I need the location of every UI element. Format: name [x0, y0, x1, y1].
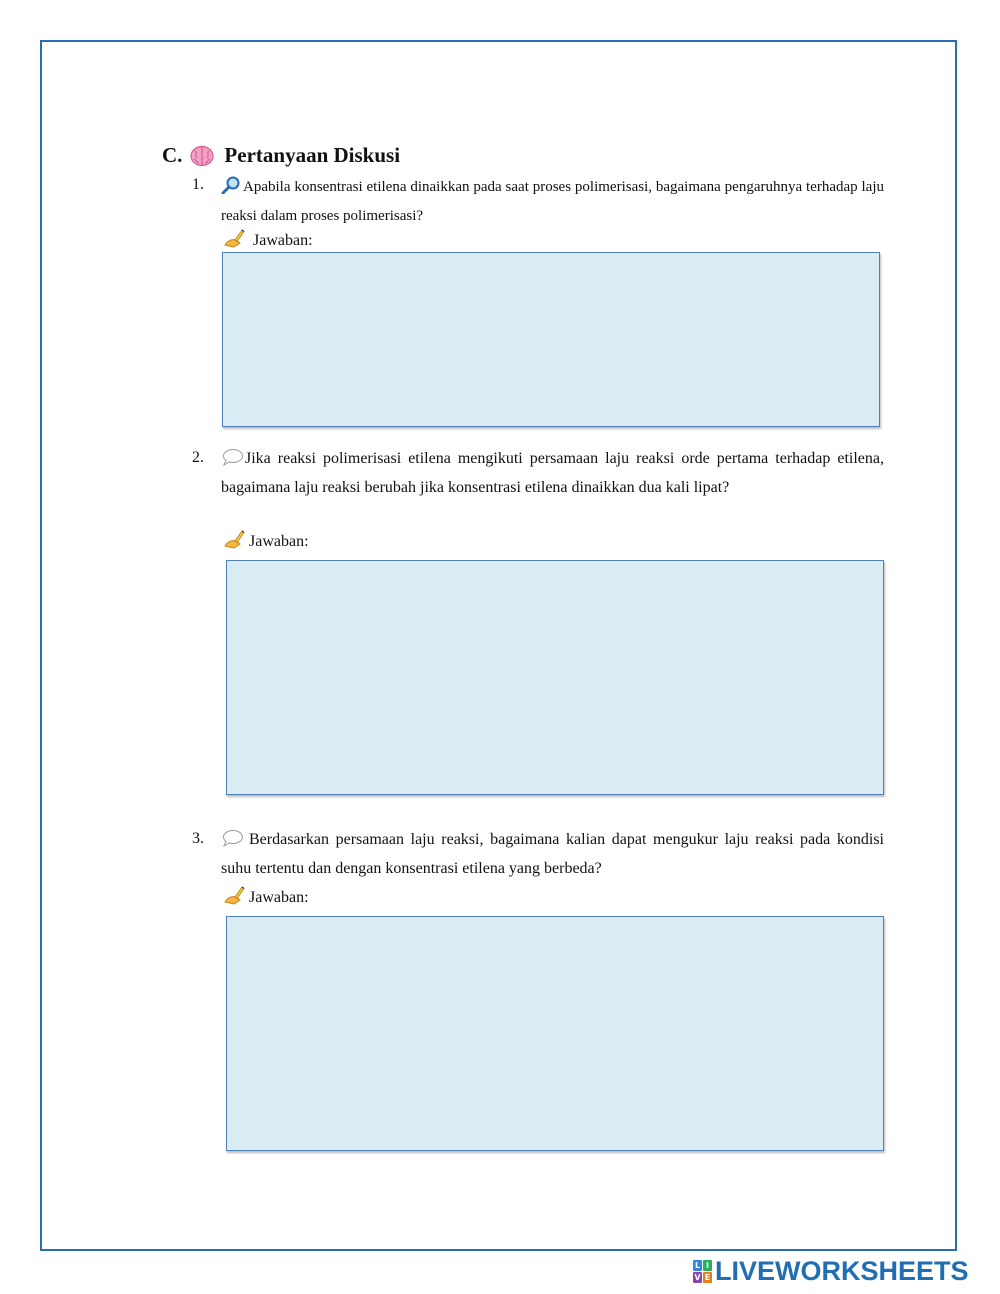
speech-bubble-icon [221, 448, 243, 475]
answer-2-input[interactable] [226, 560, 884, 795]
answer-2-label [223, 529, 309, 554]
logo-text: LIVEWORKSHEETS [715, 1256, 969, 1286]
section-letter: C. [162, 143, 183, 167]
answer-2-label-text: Jawaban: [249, 532, 309, 550]
speech-bubble-icon [221, 829, 243, 856]
answer-1-input[interactable] [222, 252, 880, 427]
question-2 [221, 446, 884, 501]
section-title [162, 143, 400, 168]
writing-hand-icon [223, 228, 249, 253]
question-3 [221, 827, 884, 882]
question-2-text: Jika reaksi polimerisasi etilena mengikuti persamaan laju reaksi orde pertama terhadap etilena, bagaimana laju reaksi berubah jika konsentrasi etilena dinaikkan dua kali lipat? [221, 450, 884, 496]
answer-1-label-text: Jawaban: [253, 231, 313, 249]
answer-3-label-text: Jawaban: [249, 888, 309, 906]
logo-letter-v: V [694, 1273, 701, 1282]
logo-letter-l: L [694, 1261, 701, 1270]
section-title-text: Pertanyaan Diskusi [224, 143, 401, 167]
question-3-text: Berdasarkan persamaan laju reaksi, bagaimana kalian dapat mengukur laju reaksi pada kondisi suhu tertentu dan dengan konsentrasi etilena yang berbeda? [221, 831, 884, 877]
brain-icon [190, 145, 214, 167]
question-1 [221, 174, 884, 229]
question-1-text: Apabila konsentrasi etilena dinaikkan pada saat proses polimerisasi, bagaimana pengaruhnya terhadap laju reaksi dalam proses polimerisasi? [221, 179, 884, 224]
magnifier-icon [221, 176, 241, 203]
liveworksheets-logo [693, 1256, 969, 1287]
question-2-number: 2. [192, 449, 204, 466]
question-1-number: 1. [192, 176, 204, 193]
writing-hand-icon [223, 885, 249, 910]
answer-3-label [223, 885, 309, 910]
writing-hand-icon [223, 529, 249, 554]
logo-mark [693, 1260, 712, 1283]
answer-3-input[interactable] [226, 916, 884, 1151]
logo-letter-i: I [703, 1260, 712, 1271]
question-3-number: 3. [192, 830, 204, 847]
logo-letter-e: E [704, 1273, 711, 1282]
answer-1-label [223, 228, 313, 253]
